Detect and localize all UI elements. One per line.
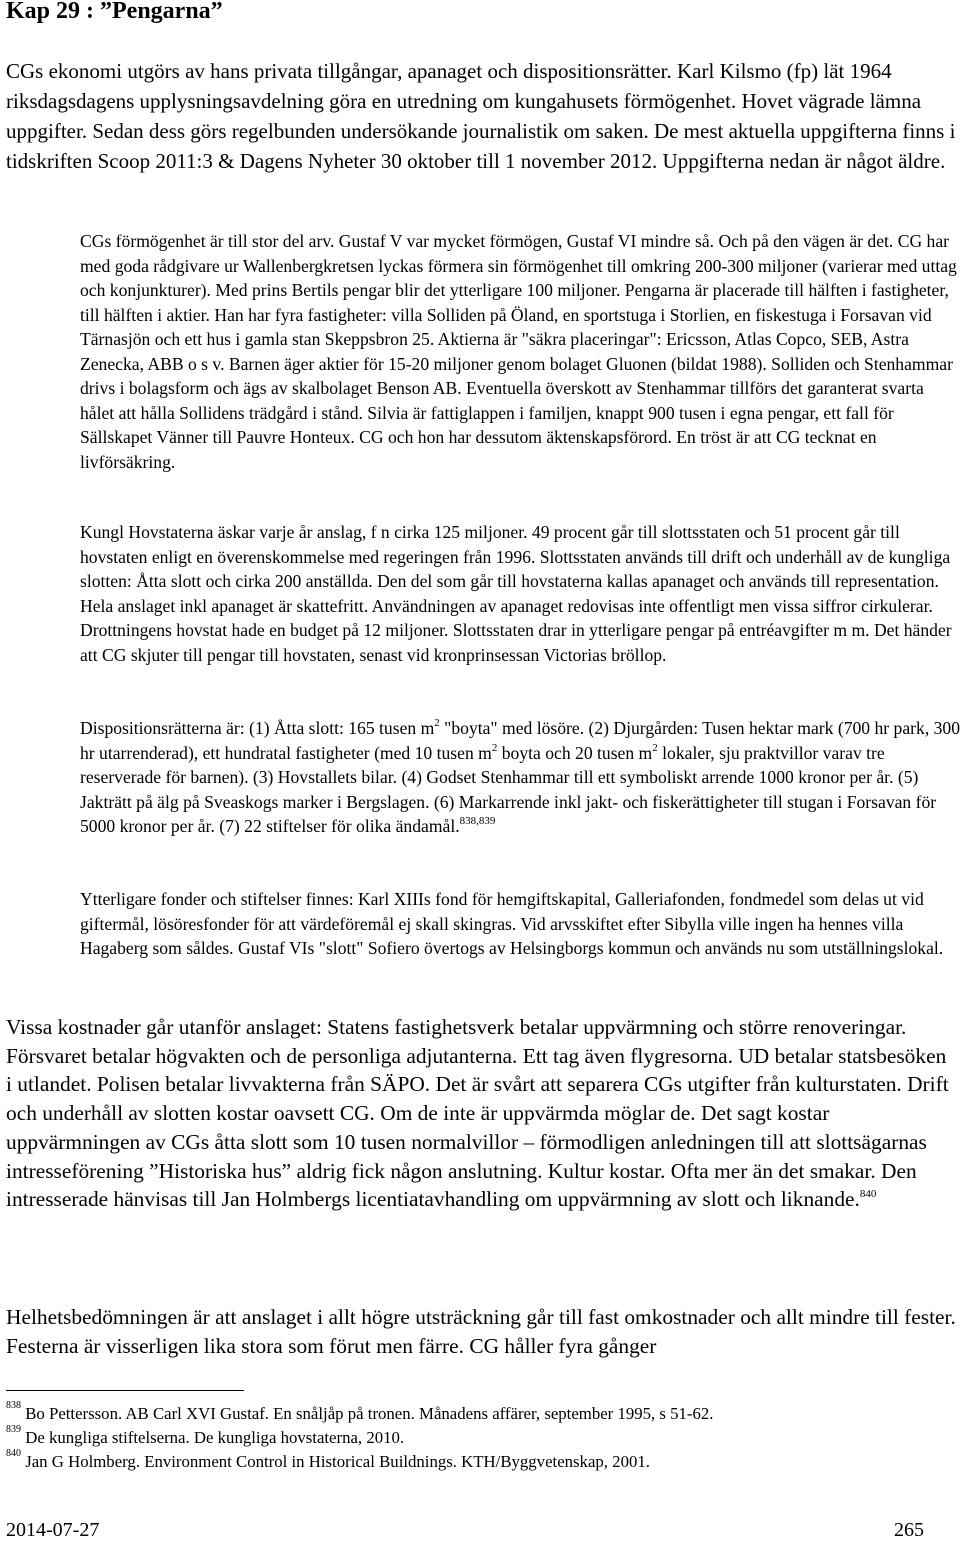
footnote-838: $^{838}$ Bo Pettersson. AB Carl XVI Gustaf. En snåljåp på tronen. Månadens affärer, september 1995, s 51-62.	[6, 1400, 714, 1423]
quote-appanage-text: Kungl Hovstaterna äskar varje år anslag, f n cirka 125 miljoner. 49 procent går till slottsstaten och 51 procent går till hovstaten enligt en överenskommelse med regeringen från 1996. Slottsstaten används till drift och underhåll av de kungliga slotten: Åtta slott och cirka 200 anställda. Den del som går till hovstaterna kallas apanaget och används till representation. Hela anslaget inkl apanaget är skattefritt. Användningen av apanaget redovisas inte offentligt men vissa siffror cirkulerar. Drottningens hovstat hade en budget på 12 miljoner. Slottsstaten drar in ytterligare pengar på entréavgifter m m. Det händer att CG skjuter till pengar till hovstaten, senast vid kronprinsessan Victorias bröllop.	[80, 522, 952, 665]
costs-paragraph: Vissa kostnader går utanför anslaget: Statens fastighetsverk betalar uppvärmning och större renoveringar. Försvaret betalar högvakten och de personliga adjutanterna. Ett tag även flygresorna. UD betalar statsbesöken i utlandet. Polisen betalar livvakterna från SÄPO. Det är svårt att separera CGs utgifter från kulturstaten. Drift och underhåll av slotten kostar oavsett CG. Om de inte är uppvärmda möglar de. Det sagt kostar uppvärmningen av CGs åtta slott som 10 tusen normalvillor – förmodligen anledningen till att slottsägarnas intresseförening ”Historiska hus” aldrig fick någon anslutning. Kultur kostar. Ofta mer än det smakar. Den intresserade hänvisas till Jan Holmbergs licentiatavhandling om uppvärmning av slott och liknande.$^{840}$	[6, 1015, 949, 1212]
quote-fortune-text: CGs förmögenhet är till stor del arv. Gustaf V var mycket förmögen, Gustaf VI mindre så. Och på den vägen är det. CG har med goda rådgivare ur Wallenbergkretsen lyckas förmera sin förmögenhet till omkring 200-300 miljoner (varierar med uttag och konjunkturer). Med prins Bertils pengar blir det ytterligare 100 miljoner. Pengarna är placerade till hälften i fastigheter, till hälften i aktier. Han har fyra fastigheter: villa Solliden på Öland, en sportstuga i Storlien, en fiskestuga i Forsavan vid Tärnasjön och ett hus i gamla stan Skeppsbron 25. Aktierna är "säkra placeringar": Ericsson, Atlas Copco, SEB, Astra Zenecka, ABB o s v. Barnen äger aktier för 15-20 miljoner genom bolaget Gluonen (bildat 1988). Solliden och Stenhammar drivs i bolagsform och ägs av skalbolaget Benson AB. Eventuella överskott av Stenhammar tillförs det garanterat svarta hålet att hålla Sollidens trädgård i stånd. Silvia är fattiglappen i familjen, knappt 900 tusen i egna pengar, ett fall för Sällskapet Vänner till Pauvre Honteux. CG och hon har dessutom äktenskapsförord. En tröst är att CG tecknat en livförsäkring.	[80, 231, 957, 472]
quote-appanage	[80, 520, 960, 667]
page-number: 265	[894, 1519, 924, 1541]
footnote-839: $^{839}$ De kungliga stiftelserna. De kungliga hovstaterna, 2010.	[6, 1424, 405, 1447]
intro-paragraph: CGs ekonomi utgörs av hans privata tillgångar, apanaget och dispositionsrätter. Karl Kilsmo (fp) lät 1964 riksdagsdagens upplysningsavdelning göra en utredning om kungahusets förmögenhet. Hovet vägrade lämna uppgifter. Sedan dess görs regelbunden undersökande journalistik om saken. De mest aktuella uppgifterna finns i tidskriften Scoop 2011:3 & Dagens Nyheter 30 oktober till 1 november 2012. Uppgifterna nedan är något äldre.	[6, 59, 956, 173]
assessment-paragraph: Helhetsbedömningen är att anslaget i allt högre utsträckning går till fast omkostnader och allt mindre till fester. Festerna är visserligen lika stora som förut men färre. CG håller fyra gånger	[6, 1305, 956, 1358]
chapter-title: Kap 29 : ”Pengarna”	[6, 0, 223, 24]
footnote-ref[interactable]: 838,839	[459, 815, 496, 828]
quote-foundations-text: Ytterligare fonder och stiftelser finnes: Karl XIIIs fond för hemgiftskapital, Galleriafonden, fondmedel som delas ut vid giftermål, lösöresfonder för att värdeföremål ej skall skingras. Vid arvsskiftet efter Sibylla ville ingen ha hennes villa Hagaberg som såldes. Gustaf VIs "slott" Sofiero övertogs av Helsingborgs kommun och används nu som utställningslokal.	[80, 889, 944, 958]
quote-disposition-text: Dispositionsrätterna är: (1) Åtta slott: 165 tusen $m^2$ "boyta" med lösöre. (2) Djurgården: Tusen hektar mark (700 hr park, 300 hr utarrenderad), ett hundratal fastigheter (med 10 tusen $m^2$ boyta och 20 tusen $m^2$ lokaler, sju praktvillor varav tre reserverade för barnen). (3) Hovstallets bilar. (4) Godset Stenhammar till ett symboliskt arrende 1000 kronor per år. (5) Jakträtt på älg på Sveaskogs marker i Bergslagen. (6) Markarrende inkl jakt- och fiskerättigheter till stugan i Forsavan för 5000 kronor per år. (7) 22 stiftelser för olika ändamål.$^{838,839}$	[80, 717, 960, 836]
footnote-divider	[6, 1390, 244, 1391]
quote-disposition-rights	[80, 716, 960, 839]
footnote-ref[interactable]: 840	[859, 1188, 877, 1201]
quote-fortune	[80, 229, 960, 474]
footnote-840: $^{840}$ Jan G Holmberg. Environment Control in Historical Buildnings. KTH/Byggvetenskap, 2001.	[6, 1448, 650, 1471]
footer-date: 2014-07-27	[6, 1519, 100, 1541]
quote-foundations	[80, 887, 960, 961]
